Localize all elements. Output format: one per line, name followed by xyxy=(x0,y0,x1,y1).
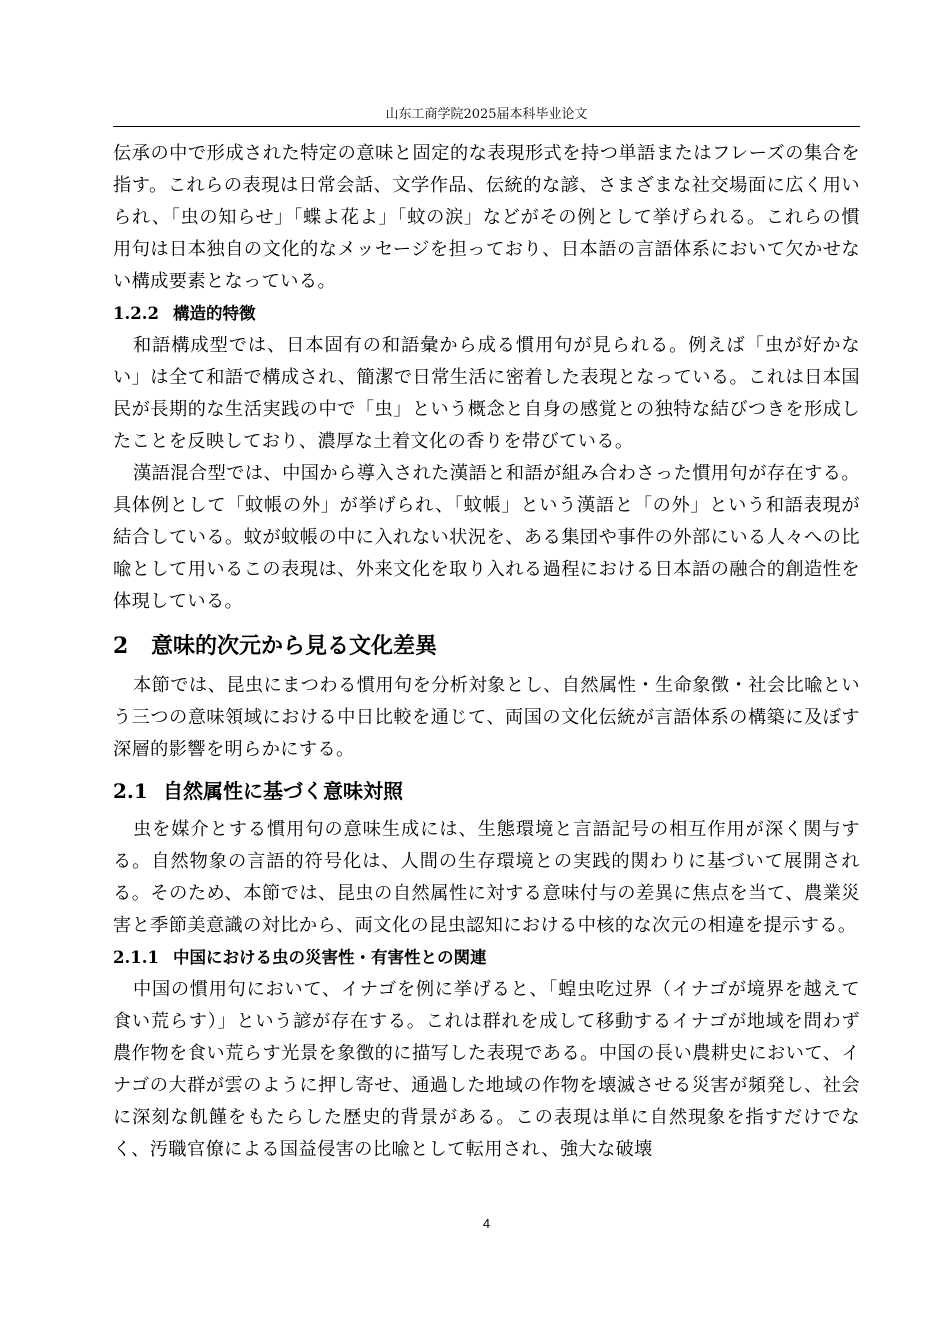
paragraph-continued: 伝承の中で形成された特定の意味と固定的な表現形式を持つ単語またはフレーズの集合を指す。これらの表現は日常会話、文学作品、伝統的な諺、さまざまな社交場面に広く用いられ、「虫の知らせ」「蝶よ花よ」「蚊の涙」などがその例として挙げられる。これらの慣用句は日本独自の文化的なメッセージを担っており、日本語の言語体系において欠かせない構成要素となっている。 xyxy=(113,143,860,292)
chapter-title: 意味的次元から見る文化差異 xyxy=(151,633,438,659)
chapter-heading-2 xyxy=(113,628,860,664)
running-header: 山东工商学院2025届本科毕业论文 xyxy=(385,107,588,122)
section-title: 中国における虫の災害性・有害性との関連 xyxy=(173,948,487,967)
page-number: 4 xyxy=(482,1216,491,1231)
paragraph-chapter-intro: 本節では、昆虫にまつわる慣用句を分析対象とし、自然属性・生命象徴・社会比喩という三つの意味領域における中日比較を通じて、両国の文化伝統が言語体系の構築に及ぼす深層的影響を明らかにする。 xyxy=(113,675,860,760)
section-heading-1-2-2 xyxy=(113,298,860,330)
chapter-number: 2 xyxy=(113,633,129,659)
section-number: 2.1 xyxy=(113,779,148,803)
section-heading-2-1 xyxy=(113,774,860,808)
section-title: 構造的特徴 xyxy=(173,304,256,323)
page-body xyxy=(113,138,860,1166)
section-heading-2-1-1 xyxy=(113,942,860,974)
paragraph-wago: 和語構成型では、日本固有の和語彙から成る慣用句が見られる。例えば「虫が好かない」は全て和語で構成され、簡潔で日常生活に密着した表現となっている。これは日本国民が長期的な生活実践の中で「虫」という概念と自身の感覚との独特な結びつきを形成したことを反映しており、濃厚な土着文化の香りを帯びている。 xyxy=(113,335,860,452)
section-title: 自然属性に基づく意味対照 xyxy=(163,779,403,803)
section-number: 1.2.2 xyxy=(113,304,159,323)
paragraph-kango: 漢語混合型では、中国から導入された漢語と和語が組み合わさった慣用句が存在する。具体例として「蚊帳の外」が挙げられ、「蚊帳」という漢語と「の外」という和語表現が結合している。蚊が蚊帳の中に入れない状況を、ある集団や事件の外部にいる人々への比喩として用いるこの表現は、外来文化を取り入れる過程における日本語の融合的創造性を体現している。 xyxy=(113,463,860,612)
header-rule xyxy=(113,126,860,127)
paragraph-section-intro: 虫を媒介とする慣用句の意味生成には、生態環境と言語記号の相互作用が深く関与する。自然物象の言語的符号化は、人間の生存環境との実践的関わりに基づいて展開される。そのため、本節では、昆虫の自然属性に対する意味付与の差異に焦点を当て、農業災害と季節美意識の対比から、両文化の昆虫認知における中核的な次元の相違を提示する。 xyxy=(113,819,860,936)
section-number: 2.1.1 xyxy=(113,948,159,967)
paragraph-locust: 中国の慣用句において、イナゴを例に挙げると、「蝗虫吃过界（イナゴが境界を越えて食い荒らす）」という諺が存在する。これは群れを成して移動するイナゴが地域を問わず農作物を食い荒らす光景を象徴的に描写した表現である。中国の長い農耕史において、イナゴの大群が雲のように押し寄せ、通過した地域の作物を壊滅させる災害が頻発し、社会に深刻な飢饉をもたらした歴史的背景がある。この表現は単に自然現象を指すだけでなく、汚職官僚による国益侵害の比喩として転用され、強大な破壊 xyxy=(113,979,860,1160)
